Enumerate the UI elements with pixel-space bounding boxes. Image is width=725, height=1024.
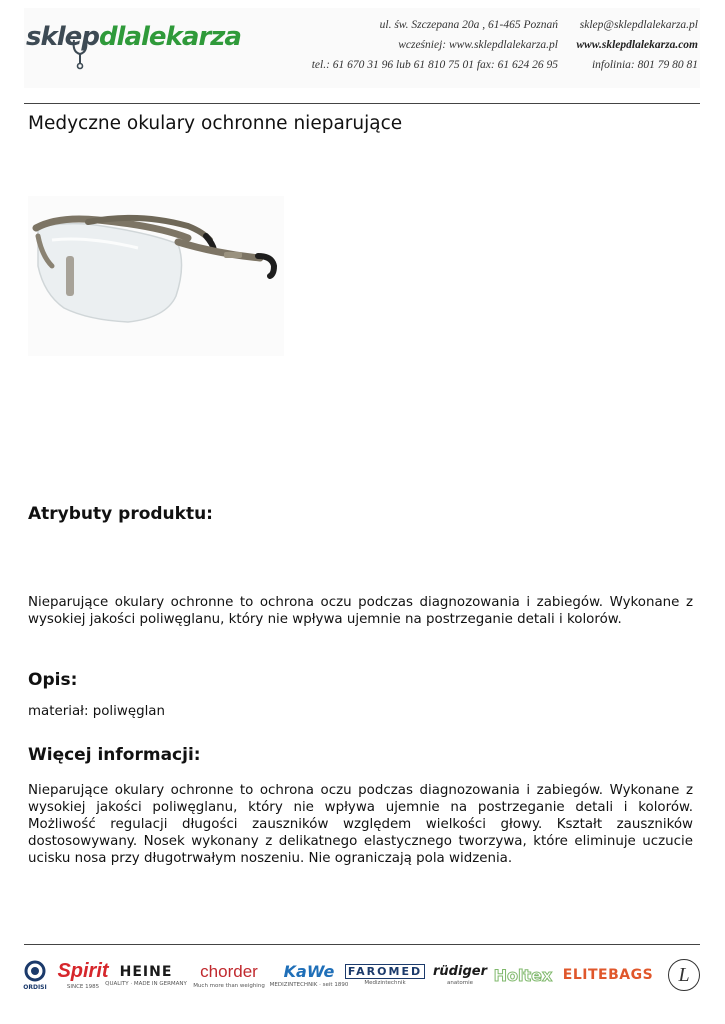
address-text: ul. św. Szczepana 20a , 61-465 Poznań <box>379 19 558 31</box>
brand-logo-elitebags[interactable]: ELITEBAGS <box>562 967 654 983</box>
brand-logo-littmann[interactable] <box>666 953 702 997</box>
contact-online-block <box>576 15 698 75</box>
brand-logo-heine[interactable]: HEINE QUALITY · MADE IN GERMANY <box>105 963 187 987</box>
safety-glasses-icon <box>28 196 284 356</box>
header-divider <box>24 103 700 104</box>
littmann-seal-icon: L <box>668 959 700 991</box>
brand-logo-charder[interactable]: chorder Much more than weighing <box>193 961 265 989</box>
product-title: Medyczne okulary ochronne nieparujące <box>28 113 403 134</box>
footer-divider <box>24 944 700 945</box>
brand-logo-rudiger[interactable]: rüdiger anatomie <box>433 964 487 986</box>
page-header <box>24 8 700 88</box>
phones-text: tel.: 61 670 31 96 lub 61 810 75 01 fax: 61 624 26 95 <box>311 59 558 71</box>
attributes-heading: Atrybuty produktu: <box>28 504 213 524</box>
brand-logo-kawe[interactable]: KaWe MEDIZINTECHNIK · seit 1890 <box>269 962 349 988</box>
previous-website-text: wcześniej: www.sklepdlalekarza.pl <box>398 39 558 51</box>
contact-address-block <box>312 15 558 75</box>
brand-logo-faromed[interactable]: FAROMED Medizintechnik <box>346 953 424 997</box>
description-heading: Opis: <box>28 670 78 690</box>
more-info-text: Nieparujące okulary ochronne to ochrona oczu podczas diagnozowania i zabiegów. Wykonane z wysokiej jakości poliwęglanu, który nie wpływa ujemnie na postrzeganie detali i kolorów. Możliwość regulacji długości zauszników względem wielkości głowy. Kształt zauszników dostosowywany. Nosek wykonany z delikatnego elastycznego tworzywa, które eliminuje uczucie ucisku nosa przy długotrwałym noszeniu. Nie ograniczają pola widzenia. <box>28 783 693 866</box>
store-logo[interactable]: sklepdlalekarza <box>26 22 241 52</box>
website-link[interactable]: www.sklepdlalekarza.com <box>576 39 698 51</box>
footer-brand-logos <box>22 953 704 997</box>
attributes-text: Nieparujące okulary ochronne to ochrona oczu podczas diagnozowania i zabiegów. Wykonane z wysokiej jakości poliwęglanu, który nie wpływa ujemnie na postrzeganie detali i kolorów. <box>28 595 693 627</box>
more-info-heading: Więcej informacji: <box>28 745 201 765</box>
brand-logo-ordisi[interactable]: ORDISI <box>22 953 48 997</box>
stethoscope-icon <box>68 38 92 70</box>
brand-logo-spirit[interactable]: Spirit SINCE 1985 <box>57 960 109 990</box>
description-text: materiał: poliwęglan <box>28 704 165 719</box>
ordisi-swirl-icon <box>24 960 46 984</box>
brand-logo-holtex[interactable]: Holtex <box>493 965 553 985</box>
infoline-text: infolinia: 801 79 80 81 <box>591 59 698 71</box>
email-link[interactable]: sklep@sklepdlalekarza.pl <box>579 19 698 31</box>
